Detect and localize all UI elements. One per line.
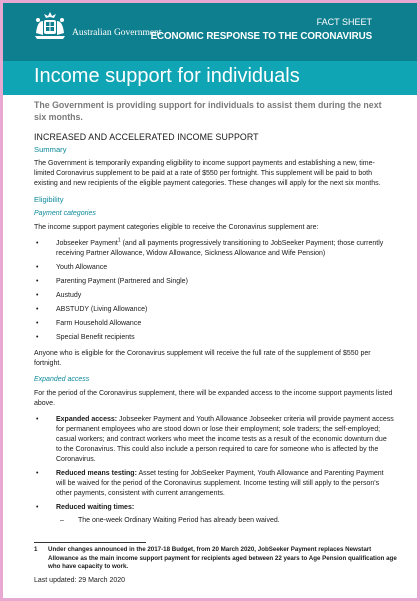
payment-categories-heading: Payment categories xyxy=(34,210,96,217)
list-item xyxy=(34,333,394,343)
bullet-glyph: • xyxy=(36,240,39,247)
fact-sheet-page xyxy=(3,3,417,598)
header-subtitle: ECONOMIC RESPONSE TO THE CORONAVIRUS xyxy=(150,31,372,42)
list-item-label: Reduced means testing: xyxy=(56,470,137,477)
coat-of-arms-icon xyxy=(33,11,67,45)
summary-heading: Summary xyxy=(34,145,67,154)
list-item-label: Expanded access: xyxy=(56,416,118,423)
fact-sheet-label: FACT SHEET xyxy=(316,17,372,27)
list-item-lead: Parenting Payment (Partnered and Single) xyxy=(56,278,188,285)
bullet-glyph: • xyxy=(36,292,39,299)
list-item-rest: (and all payments progressively transitioning to JobSeeker Payment; those currently receiving Partner Allowance, Widow Allowance, Sickness Allowance and Wife Pension) xyxy=(56,240,384,257)
list-item-lead: Austudy xyxy=(56,292,82,299)
list-item-text: Jobseeker Payment and Youth Allowance Jobseeker criteria will provide payment access for permanent employees who are stood down or lose their employment; sole traders; the self-employed; casual workers; and contract workers who meet the income tests as a result of the economic downturn due to the Coronavirus. This could also include a person required to care for someone who is affected by the Coronavirus. xyxy=(56,416,394,463)
list-item xyxy=(34,239,394,259)
list-item-lead: Youth Allowance xyxy=(56,264,108,271)
intro-text: The Government is providing support for individuals to assist them during the next six months. xyxy=(34,100,382,122)
section-heading: INCREASED AND ACCELERATED INCOME SUPPORT xyxy=(34,132,259,142)
main-content xyxy=(34,99,394,532)
list-item xyxy=(34,469,394,499)
sub-list xyxy=(56,516,394,526)
footnote-number: 1 xyxy=(34,546,38,553)
list-item xyxy=(34,503,394,526)
title-band xyxy=(3,61,417,95)
payment-categories-outro: Anyone who is eligible for the Coronavirus supplement will receive the full rate of the supplement of $550 per fortnight. xyxy=(34,350,371,367)
footnote-divider xyxy=(34,542,146,543)
list-item-lead: ABSTUDY (Living Allowance) xyxy=(56,306,148,313)
expanded-access-heading: Expanded access xyxy=(34,376,90,383)
summary-text: The Government is temporarily expanding eligibility to income support payments and establishing a new, time-limited Coronavirus supplement to be paid at a rate of $550 per fortnight. This supplement will be paid to both existing and new recipients of the eligible payment categories. These changes will apply for the next six months. xyxy=(34,160,381,187)
bullet-glyph: • xyxy=(36,334,39,341)
list-item-text: Asset testing for JobSeeker Payment, Youth Allowance and Parenting Payment will be waived for the period of the Coronavirus supplement. Income testing will still apply to the person's other payments, consistent with current arrangements. xyxy=(56,470,384,497)
header-banner xyxy=(3,3,417,61)
payment-categories-intro: The income support payment categories eligible to receive the Coronavirus supplement are: xyxy=(34,224,319,231)
bullet-glyph: • xyxy=(36,504,39,511)
sub-list-item-text: The one-week Ordinary Waiting Period has already been waived. xyxy=(78,517,280,524)
footnote-ref: 1 xyxy=(117,237,121,244)
list-item xyxy=(34,277,394,287)
bullet-glyph: • xyxy=(36,320,39,327)
footnote xyxy=(34,546,399,572)
sub-list-item xyxy=(56,516,394,526)
list-item-label: Reduced waiting times: xyxy=(56,504,135,511)
bullet-glyph: • xyxy=(36,416,39,423)
list-item-lead: Special Benefit recipients xyxy=(56,334,135,341)
list-item xyxy=(34,291,394,301)
eligibility-heading: Eligibility xyxy=(34,195,64,204)
footnote-text: Under changes announced in the 2017-18 Budget, from 20 March 2020, JobSeeker Payment replaces Newstart Allowance as the main income support payment for recipients aged between 22 years to Age Pension qualification age who have capacity to work. xyxy=(48,546,397,570)
list-item xyxy=(34,305,394,315)
government-name: Australian Government xyxy=(72,28,162,38)
bullet-glyph: • xyxy=(36,470,39,477)
bullet-glyph: • xyxy=(36,264,39,271)
bullet-glyph: • xyxy=(36,306,39,313)
payment-categories-list xyxy=(34,239,394,343)
expanded-access-intro: For the period of the Coronavirus supplement, there will be expanded access to the income support payments listed above. xyxy=(34,390,393,407)
dash-glyph: – xyxy=(60,517,64,524)
list-item-lead: Jobseeker Payment xyxy=(56,240,118,247)
list-item xyxy=(34,415,394,465)
last-updated: Last updated: 29 March 2020 xyxy=(34,577,126,584)
list-item-lead: Farm Household Allowance xyxy=(56,320,142,327)
page-title: Income support for individuals xyxy=(34,65,300,87)
list-item xyxy=(34,319,394,329)
expanded-access-list xyxy=(34,415,394,526)
bullet-glyph: • xyxy=(36,278,39,285)
list-item xyxy=(34,263,394,273)
